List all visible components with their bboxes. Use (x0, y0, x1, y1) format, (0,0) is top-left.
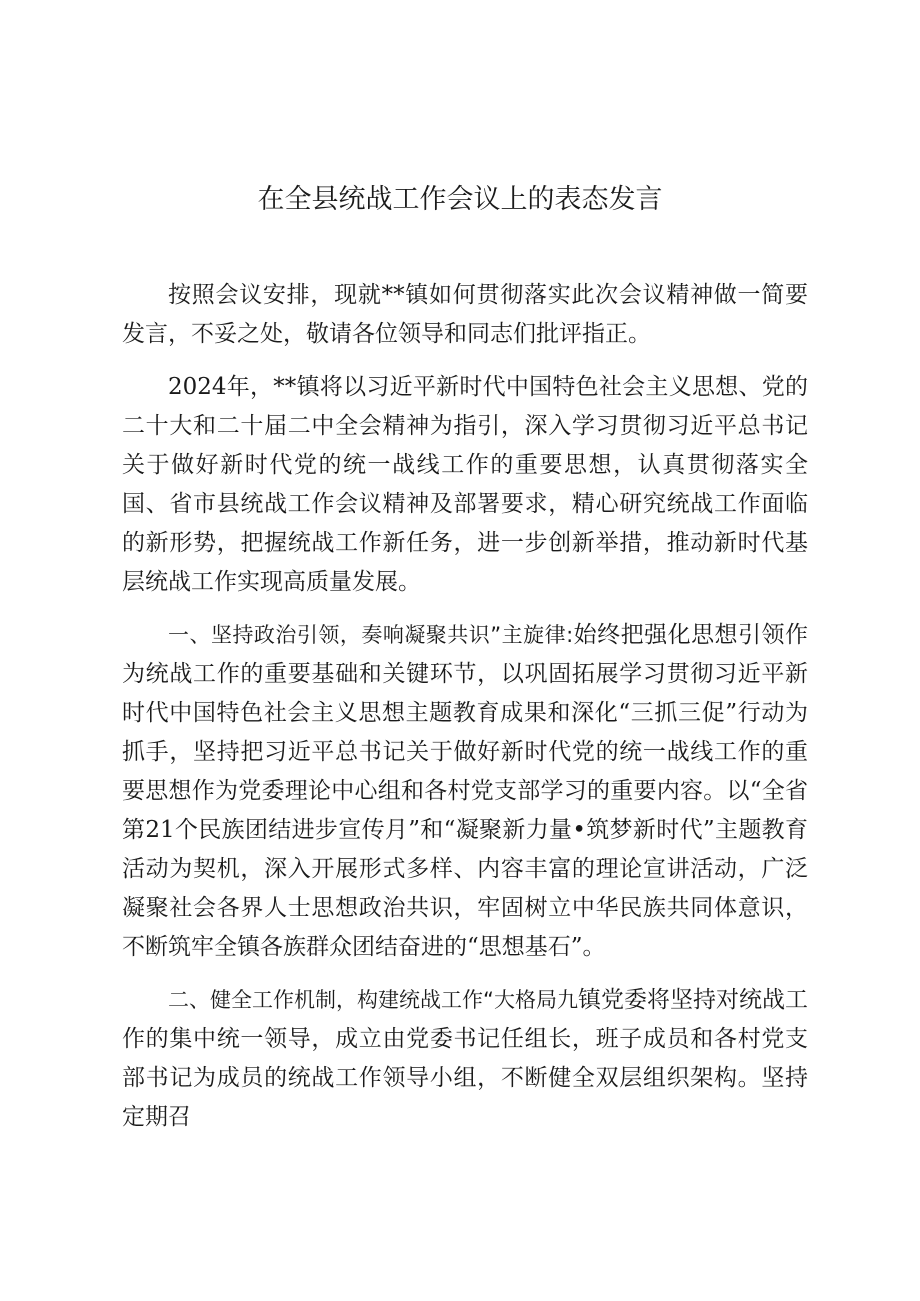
paragraph-section-two (122, 981, 808, 1137)
paragraph-intro (122, 276, 808, 354)
section-two-heading: 二、健全工作机制，构建统战工作“大格局九 (168, 988, 578, 1012)
section-two-text: 镇党委将坚持对统战工作的集中统一领导，成立由党委书记任组长，班子成员和各村党支部书记为成员的统战工作领导小组，不断健全双层组织架构。坚持定期召 (122, 987, 808, 1130)
section-one-text: 始终把强化思想引领作为统战工作的重要基础和关键环节，以巩固拓展学习贯彻习近平新时代中国特色社会主义思想主题教育成果和深化“三抓三促”行动为抓手，坚持把习近平总书记关于做好新时代党的统一战线工作的重要思想作为党委理论中心组和各村党支部学习的重要内容。以“全省第21个民族团结进步宣传月”和“凝聚新力量•筑梦新时代”主题教育活动为契机，深入开展形式多样、内容丰富的理论宣讲活动，广泛凝聚社会各界人士思想政治共识，牢固树立中华民族共同体意识，不断筑牢全镇各族群众团结奋进的“思想基石”。 (122, 622, 808, 960)
document-title: 在全县统战工作会议上的表态发言 (257, 184, 663, 215)
document-body (122, 276, 808, 1151)
paragraph-overview-text: 2024年，**镇将以习近平新时代中国特色社会主义思想、党的二十大和二十届二中全会精神为指引，深入学习贯彻习近平总书记关于做好新时代党的统一战线工作的重要思想，认真贯彻落实全国、省市县统战工作会议精神及部署要求，精心研究统战工作面临的新形势，把握统战工作新任务，进一步创新举措，推动新时代基层统战工作实现高质量发展。 (122, 374, 808, 595)
paragraph-intro-text: 按照会议安排，现就**镇如何贯彻落实此次会议精神做一简要发言，不妥之处，敬请各位领导和同志们批评指正。 (122, 282, 808, 347)
paragraph-section-one (122, 616, 808, 967)
section-one-heading: 一、坚持政治引领，奏响凝聚共识”主旋律: (168, 623, 574, 647)
paragraph-overview (122, 368, 808, 602)
